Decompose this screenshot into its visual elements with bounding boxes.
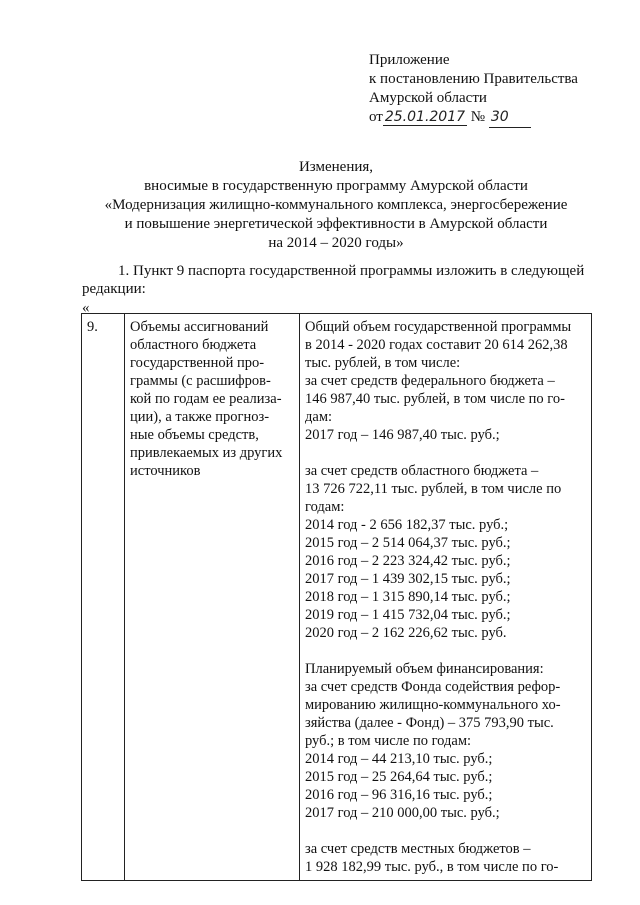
- value-line: 2015 год – 25 264,64 тыс. руб.;: [305, 769, 493, 785]
- total-federal-block: [305, 318, 586, 444]
- value-line: 2020 год – 2 162 226,62 тыс. руб.: [305, 625, 507, 641]
- value-line: 2014 год - 2 656 182,37 тыс. руб.;: [305, 517, 509, 533]
- value-line: 2019 год – 1 415 732,04 тыс. руб.;: [305, 607, 511, 623]
- row-label-cell: [125, 314, 300, 881]
- title-line: Изменения,: [298, 159, 374, 175]
- appendix-header: [369, 51, 578, 128]
- label-line: привлекаемых из других: [130, 445, 283, 461]
- value-line: руб.; в том числе по годам:: [305, 733, 472, 749]
- passport-table: [81, 313, 592, 881]
- value-line: 146 987,40 тыс. рублей, в том числе по го-: [305, 391, 565, 407]
- document-title: [96, 158, 576, 253]
- value-line: тыс. рублей, в том числе:: [305, 355, 461, 371]
- label-line: государственной про-: [130, 355, 265, 371]
- title-line: на 2014 – 2020 годы»: [268, 235, 404, 251]
- appendix-date-line: [369, 108, 578, 128]
- value-line: 2018 год – 1 315 890,14 тыс. руб.;: [305, 589, 511, 605]
- appendix-line: к постановлению Правительства: [369, 71, 578, 87]
- value-line: 2014 год – 44 213,10 тыс. руб.;: [305, 751, 493, 767]
- opening-quote: «: [82, 300, 90, 316]
- local-budget-block: [305, 840, 586, 876]
- intro-paragraph: [82, 262, 604, 298]
- title-line: и повышение энергетической эффективности в Амурской области: [124, 216, 548, 232]
- title-line: «Модернизация жилищно-коммунального комплекса, энергосбережение: [104, 197, 568, 213]
- value-line: 2016 год – 96 316,16 тыс. руб.;: [305, 787, 493, 803]
- value-line: 1 928 182,99 тыс. руб., в том числе по го-: [305, 859, 559, 875]
- value-line: Общий объем государственной программы: [305, 319, 572, 335]
- regional-budget-block: [305, 462, 586, 642]
- value-line: 2015 год – 2 514 064,37 тыс. руб.;: [305, 535, 511, 551]
- label-line: ные объемы средств,: [130, 427, 259, 443]
- value-line: 2016 год – 2 223 324,42 тыс. руб.;: [305, 553, 511, 569]
- value-line: за счет средств Фонда содействия рефор-: [305, 679, 561, 695]
- value-line: 13 726 722,11 тыс. рублей, в том числе по: [305, 481, 562, 497]
- title-line: вносимые в государственную программу Амурской области: [144, 178, 528, 194]
- value-line: мированию жилищно-коммунального хо-: [305, 697, 561, 713]
- row-number: 9.: [87, 319, 98, 335]
- paragraph-line: редакции:: [82, 281, 146, 297]
- fund-block: [305, 660, 586, 822]
- value-line: годам:: [305, 499, 345, 515]
- value-line: за счет средств областного бюджета –: [305, 463, 539, 479]
- appendix-line: Амурской области: [369, 90, 487, 106]
- value-line: за счет средств федерального бюджета –: [305, 373, 555, 389]
- row-number-cell: [82, 314, 125, 881]
- paragraph-line: 1. Пункт 9 паспорта государственной программы изложить в следующей: [118, 263, 585, 279]
- label-line: Объемы ассигнований: [130, 319, 269, 335]
- handwritten-number: 30: [489, 108, 531, 128]
- label-line: областного бюджета: [130, 337, 257, 353]
- label-line: источников: [130, 463, 201, 479]
- value-line: за счет средств местных бюджетов –: [305, 841, 531, 857]
- value-line: дам:: [305, 409, 333, 425]
- value-line: Планируемый объем финансирования:: [305, 661, 544, 677]
- table-row: [82, 314, 592, 881]
- value-line: 2017 год – 1 439 302,15 тыс. руб.;: [305, 571, 511, 587]
- label-line: ции), а также прогноз-: [130, 409, 270, 425]
- date-prefix: от: [369, 109, 383, 125]
- value-line: в 2014 - 2020 годах составит 20 614 262,38: [305, 337, 568, 353]
- label-line: кой по годам ее реализа-: [130, 391, 282, 407]
- label-line: граммы (с расшифров-: [130, 373, 271, 389]
- value-line: зяйства (далее - Фонд) – 375 793,90 тыс.: [305, 715, 554, 731]
- value-line: 2017 год – 146 987,40 тыс. руб.;: [305, 427, 500, 443]
- handwritten-date: 25.01.2017: [384, 109, 466, 125]
- row-value-cell: [300, 314, 592, 881]
- number-label: №: [470, 109, 486, 125]
- value-line: 2017 год – 210 000,00 тыс. руб.;: [305, 805, 500, 821]
- appendix-line: Приложение: [369, 52, 450, 68]
